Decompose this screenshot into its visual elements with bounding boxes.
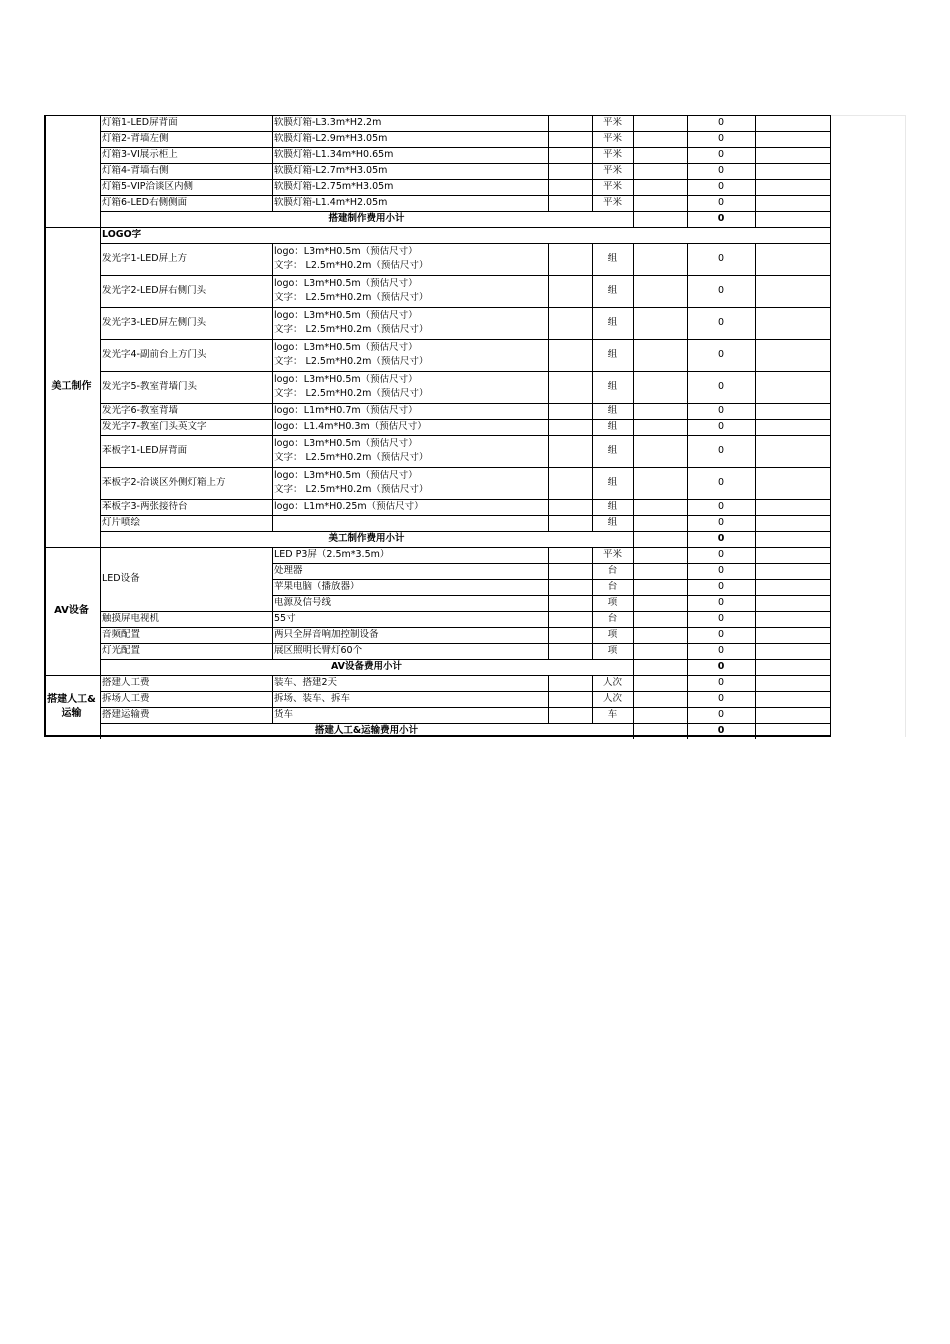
column-divider — [633, 547, 634, 675]
table-cell: 平米 — [602, 117, 622, 128]
table-cell: 灯箱4-背墙右侧 — [102, 165, 169, 176]
table-cell: 灯箱1-LED屏背面 — [102, 117, 178, 128]
table-cell: 平米 — [602, 181, 622, 192]
table-cell: 0 — [717, 677, 725, 688]
section-label: 美工制作 — [51, 381, 92, 392]
table-cell: logo：L1m*H0.25m（预估尺寸） — [274, 501, 424, 512]
table-cell: LED设备 — [102, 573, 140, 584]
table-cell: 0 — [717, 181, 725, 192]
table-cell: 苹果电脑（播放器） — [274, 581, 360, 592]
table-cell: 组 — [607, 517, 618, 528]
column-divider — [548, 547, 549, 659]
column-divider — [272, 547, 273, 659]
column-divider — [755, 531, 756, 547]
column-divider — [633, 675, 634, 739]
row-divider — [100, 515, 830, 516]
row-divider — [44, 675, 830, 676]
table-cell — [274, 517, 546, 529]
column-divider — [687, 675, 688, 739]
table-cell: 发光字6-教室背墙 — [102, 405, 178, 416]
table-cell: 展区照明长臂灯60个 — [274, 645, 363, 656]
table-cell: 0 — [717, 445, 725, 456]
row-divider — [100, 627, 830, 628]
table-cell: 软膜灯箱-L2.75m*H3.05m — [274, 181, 394, 192]
row-divider — [100, 707, 830, 708]
table-cell: logo：L3m*H0.5m（预估尺寸） — [274, 438, 418, 449]
row-divider — [100, 531, 830, 532]
table-cell: 灯箱3-VI展示柜上 — [102, 149, 178, 160]
table-cell: 文字： L2.5m*H0.2m（预估尺寸） — [274, 484, 429, 495]
column-divider — [633, 531, 634, 547]
table-cell: 0 — [717, 629, 725, 640]
table-cell: 发光字4-副前台上方门头 — [102, 349, 207, 360]
table-cell: 软膜灯箱-L3.3m*H2.2m — [274, 117, 382, 128]
table-cell: 触摸屏电视机 — [102, 613, 160, 624]
column-divider — [687, 115, 688, 227]
table-cell: 0 — [717, 613, 725, 624]
table-cell: 0 — [717, 517, 725, 528]
table-cell: 0 — [717, 693, 725, 704]
table-cell: 0 — [717, 725, 725, 736]
table-cell: 处理器 — [274, 565, 303, 576]
column-divider — [755, 115, 756, 227]
row-divider — [100, 403, 830, 404]
table-cell: 0 — [717, 645, 725, 656]
table-cell: 0 — [717, 285, 725, 296]
table-cell: 文字： L2.5m*H0.2m（预估尺寸） — [274, 388, 429, 399]
row-divider — [100, 131, 830, 132]
row-divider — [100, 467, 830, 468]
table-cell: 0 — [717, 213, 725, 224]
table-cell: 发光字3-LED屏左侧门头 — [102, 317, 207, 328]
quotation-table — [44, 115, 830, 736]
row-divider — [100, 179, 830, 180]
table-cell: 平米 — [602, 133, 622, 144]
table-cell: 灯片喷绘 — [102, 517, 141, 528]
column-divider — [687, 531, 688, 547]
row-divider — [44, 227, 830, 228]
column-divider — [100, 675, 101, 739]
table-cell: 苯板字2-洽谈区外侧灯箱上方 — [102, 477, 226, 488]
table-cell: 文字： L2.5m*H0.2m（预估尺寸） — [274, 260, 429, 271]
column-divider — [592, 115, 593, 211]
table-cell: 搭建运输费 — [102, 709, 150, 720]
table-cell: logo：L3m*H0.5m（预估尺寸） — [274, 278, 418, 289]
column-divider — [548, 675, 549, 723]
row-divider — [100, 691, 830, 692]
table-cell: 0 — [717, 533, 725, 544]
table-cell: 台 — [607, 581, 618, 592]
table-cell: LOGO字 — [102, 229, 142, 240]
column-divider — [687, 243, 688, 531]
table-cell: 人次 — [602, 677, 622, 688]
table-cell: 0 — [717, 405, 725, 416]
table-cell: 软膜灯箱-L1.34m*H0.65m — [274, 149, 394, 160]
column-divider — [755, 547, 756, 675]
table-cell: 项 — [607, 629, 618, 640]
row-divider — [100, 643, 830, 644]
row-divider — [100, 419, 830, 420]
row-divider — [100, 211, 830, 212]
table-cell: 装车、搭建2天 — [274, 677, 338, 688]
table-cell: 发光字7-教室门头英文字 — [102, 421, 207, 432]
row-divider — [100, 307, 830, 308]
table-cell: 0 — [717, 661, 725, 672]
table-cell: 组 — [607, 349, 618, 360]
table-cell: 灯箱6-LED右侧侧面 — [102, 197, 188, 208]
table-cell: 发光字2-LED屏右侧门头 — [102, 285, 207, 296]
column-divider — [633, 243, 634, 531]
table-cell: 灯箱2-背墙左侧 — [102, 133, 169, 144]
row-divider — [272, 595, 830, 596]
column-divider — [633, 115, 634, 227]
table-cell: 软膜灯箱-L1.4m*H2.05m — [274, 197, 388, 208]
column-divider — [548, 115, 549, 211]
column-divider — [272, 115, 273, 211]
column-divider — [592, 547, 593, 659]
subtotal-label: 美工制作费用小计 — [328, 533, 405, 544]
row-divider — [272, 563, 830, 564]
table-cell: 发光字5-教室背墙门头 — [102, 381, 197, 392]
section-label: AV设备 — [54, 605, 89, 616]
row-divider — [100, 611, 272, 612]
column-divider — [592, 675, 593, 723]
row-divider — [100, 659, 830, 660]
column-divider — [100, 547, 101, 675]
table-cell: 0 — [717, 149, 725, 160]
table-cell: 音频配置 — [102, 629, 141, 640]
subtotal-label: AV设备费用小计 — [330, 661, 403, 672]
row-divider — [100, 275, 830, 276]
row-divider — [100, 723, 830, 724]
column-divider — [755, 675, 756, 739]
table-cell: logo：L3m*H0.5m（预估尺寸） — [274, 374, 418, 385]
table-cell: 软膜灯箱-L2.7m*H3.05m — [274, 165, 388, 176]
table-cell: 电源及信号线 — [274, 597, 332, 608]
column-divider — [100, 115, 101, 227]
table-cell: 灯光配置 — [102, 645, 141, 656]
table-cell: 货车 — [274, 709, 294, 720]
column-divider — [100, 227, 101, 547]
table-cell: 拆场人工费 — [102, 693, 150, 704]
row-divider — [100, 195, 830, 196]
table-cell: 文字： L2.5m*H0.2m（预估尺寸） — [274, 452, 429, 463]
table-cell: logo：L1.4m*H0.3m（预估尺寸） — [274, 421, 427, 432]
table-cell: 0 — [717, 421, 725, 432]
row-divider — [44, 547, 830, 548]
row-divider — [100, 147, 830, 148]
table-cell: 平米 — [602, 149, 622, 160]
table-cell: 0 — [717, 581, 725, 592]
table-cell: 拆场、装车、拆车 — [274, 693, 351, 704]
table-cell: 文字： L2.5m*H0.2m（预估尺寸） — [274, 356, 429, 367]
table-cell: 组 — [607, 253, 618, 264]
section-label: 搭建人工&运输 — [47, 694, 96, 719]
table-cell: 组 — [607, 381, 618, 392]
table-cell: 发光字1-LED屏上方 — [102, 253, 188, 264]
table-cell: 0 — [717, 597, 725, 608]
table-cell: logo：L1m*H0.7m（预估尺寸） — [274, 405, 418, 416]
table-cell: 平米 — [602, 549, 622, 560]
table-cell: 文字： L2.5m*H0.2m（预估尺寸） — [274, 292, 429, 303]
table-cell: 55寸 — [274, 613, 296, 624]
table-cell: 0 — [717, 477, 725, 488]
table-cell: 0 — [717, 565, 725, 576]
table-cell: 组 — [607, 477, 618, 488]
column-divider — [755, 243, 756, 531]
table-cell: 0 — [717, 197, 725, 208]
table-cell: 组 — [607, 285, 618, 296]
table-cell: 车 — [607, 709, 618, 720]
table-cell: 组 — [607, 317, 618, 328]
table-cell: 0 — [717, 133, 725, 144]
table-cell: 0 — [717, 709, 725, 720]
table-cell: 灯箱5-VIP洽谈区内侧 — [102, 181, 194, 192]
column-divider — [548, 243, 549, 531]
table-cell: 人次 — [602, 693, 622, 704]
table-cell: 0 — [717, 117, 725, 128]
row-divider — [272, 579, 830, 580]
table-cell: 搭建人工费 — [102, 677, 150, 688]
table-cell: 平米 — [602, 165, 622, 176]
table-cell: 组 — [607, 421, 618, 432]
subtotal-label: 搭建制作费用小计 — [328, 213, 405, 224]
row-divider — [100, 339, 830, 340]
column-divider — [272, 675, 273, 723]
table-cell: 台 — [607, 613, 618, 624]
table-cell: logo：L3m*H0.5m（预估尺寸） — [274, 470, 418, 481]
table-cell: 苯板字3-两张接待台 — [102, 501, 188, 512]
table-cell: 0 — [717, 349, 725, 360]
table-cell: 苯板字1-LED屏背面 — [102, 445, 188, 456]
table-cell: 0 — [717, 165, 725, 176]
row-divider — [44, 227, 100, 228]
table-cell: 文字： L2.5m*H0.2m（预估尺寸） — [274, 324, 429, 335]
table-cell: 台 — [607, 565, 618, 576]
table-cell: 平米 — [602, 197, 622, 208]
table-cell: logo：L3m*H0.5m（预估尺寸） — [274, 342, 418, 353]
row-divider — [100, 371, 830, 372]
table-cell: 0 — [717, 317, 725, 328]
table-cell: 组 — [607, 405, 618, 416]
table-cell: 两只全屏音响加控制设备 — [274, 629, 379, 640]
table-cell: 0 — [717, 381, 725, 392]
column-divider — [687, 547, 688, 675]
row-divider — [100, 163, 830, 164]
table-cell: logo：L3m*H0.5m（预估尺寸） — [274, 310, 418, 321]
column-divider — [592, 243, 593, 531]
row-divider — [100, 243, 830, 244]
table-cell: 0 — [717, 501, 725, 512]
table-cell: 0 — [717, 253, 725, 264]
table-cell: 软膜灯箱-L2.9m*H3.05m — [274, 133, 388, 144]
table-cell: 项 — [607, 645, 618, 656]
table-cell: 项 — [607, 597, 618, 608]
row-divider — [100, 435, 830, 436]
table-cell: LED P3屏（2.5m*3.5m） — [274, 549, 390, 560]
table-cell: 0 — [717, 549, 725, 560]
empty-column-outline — [830, 115, 906, 737]
table-cell: logo：L3m*H0.5m（预估尺寸） — [274, 246, 418, 257]
subtotal-label: 搭建人工&运输费用小计 — [314, 725, 419, 736]
table-cell: 组 — [607, 501, 618, 512]
row-divider — [100, 499, 830, 500]
column-divider — [272, 243, 273, 531]
table-cell: 组 — [607, 445, 618, 456]
